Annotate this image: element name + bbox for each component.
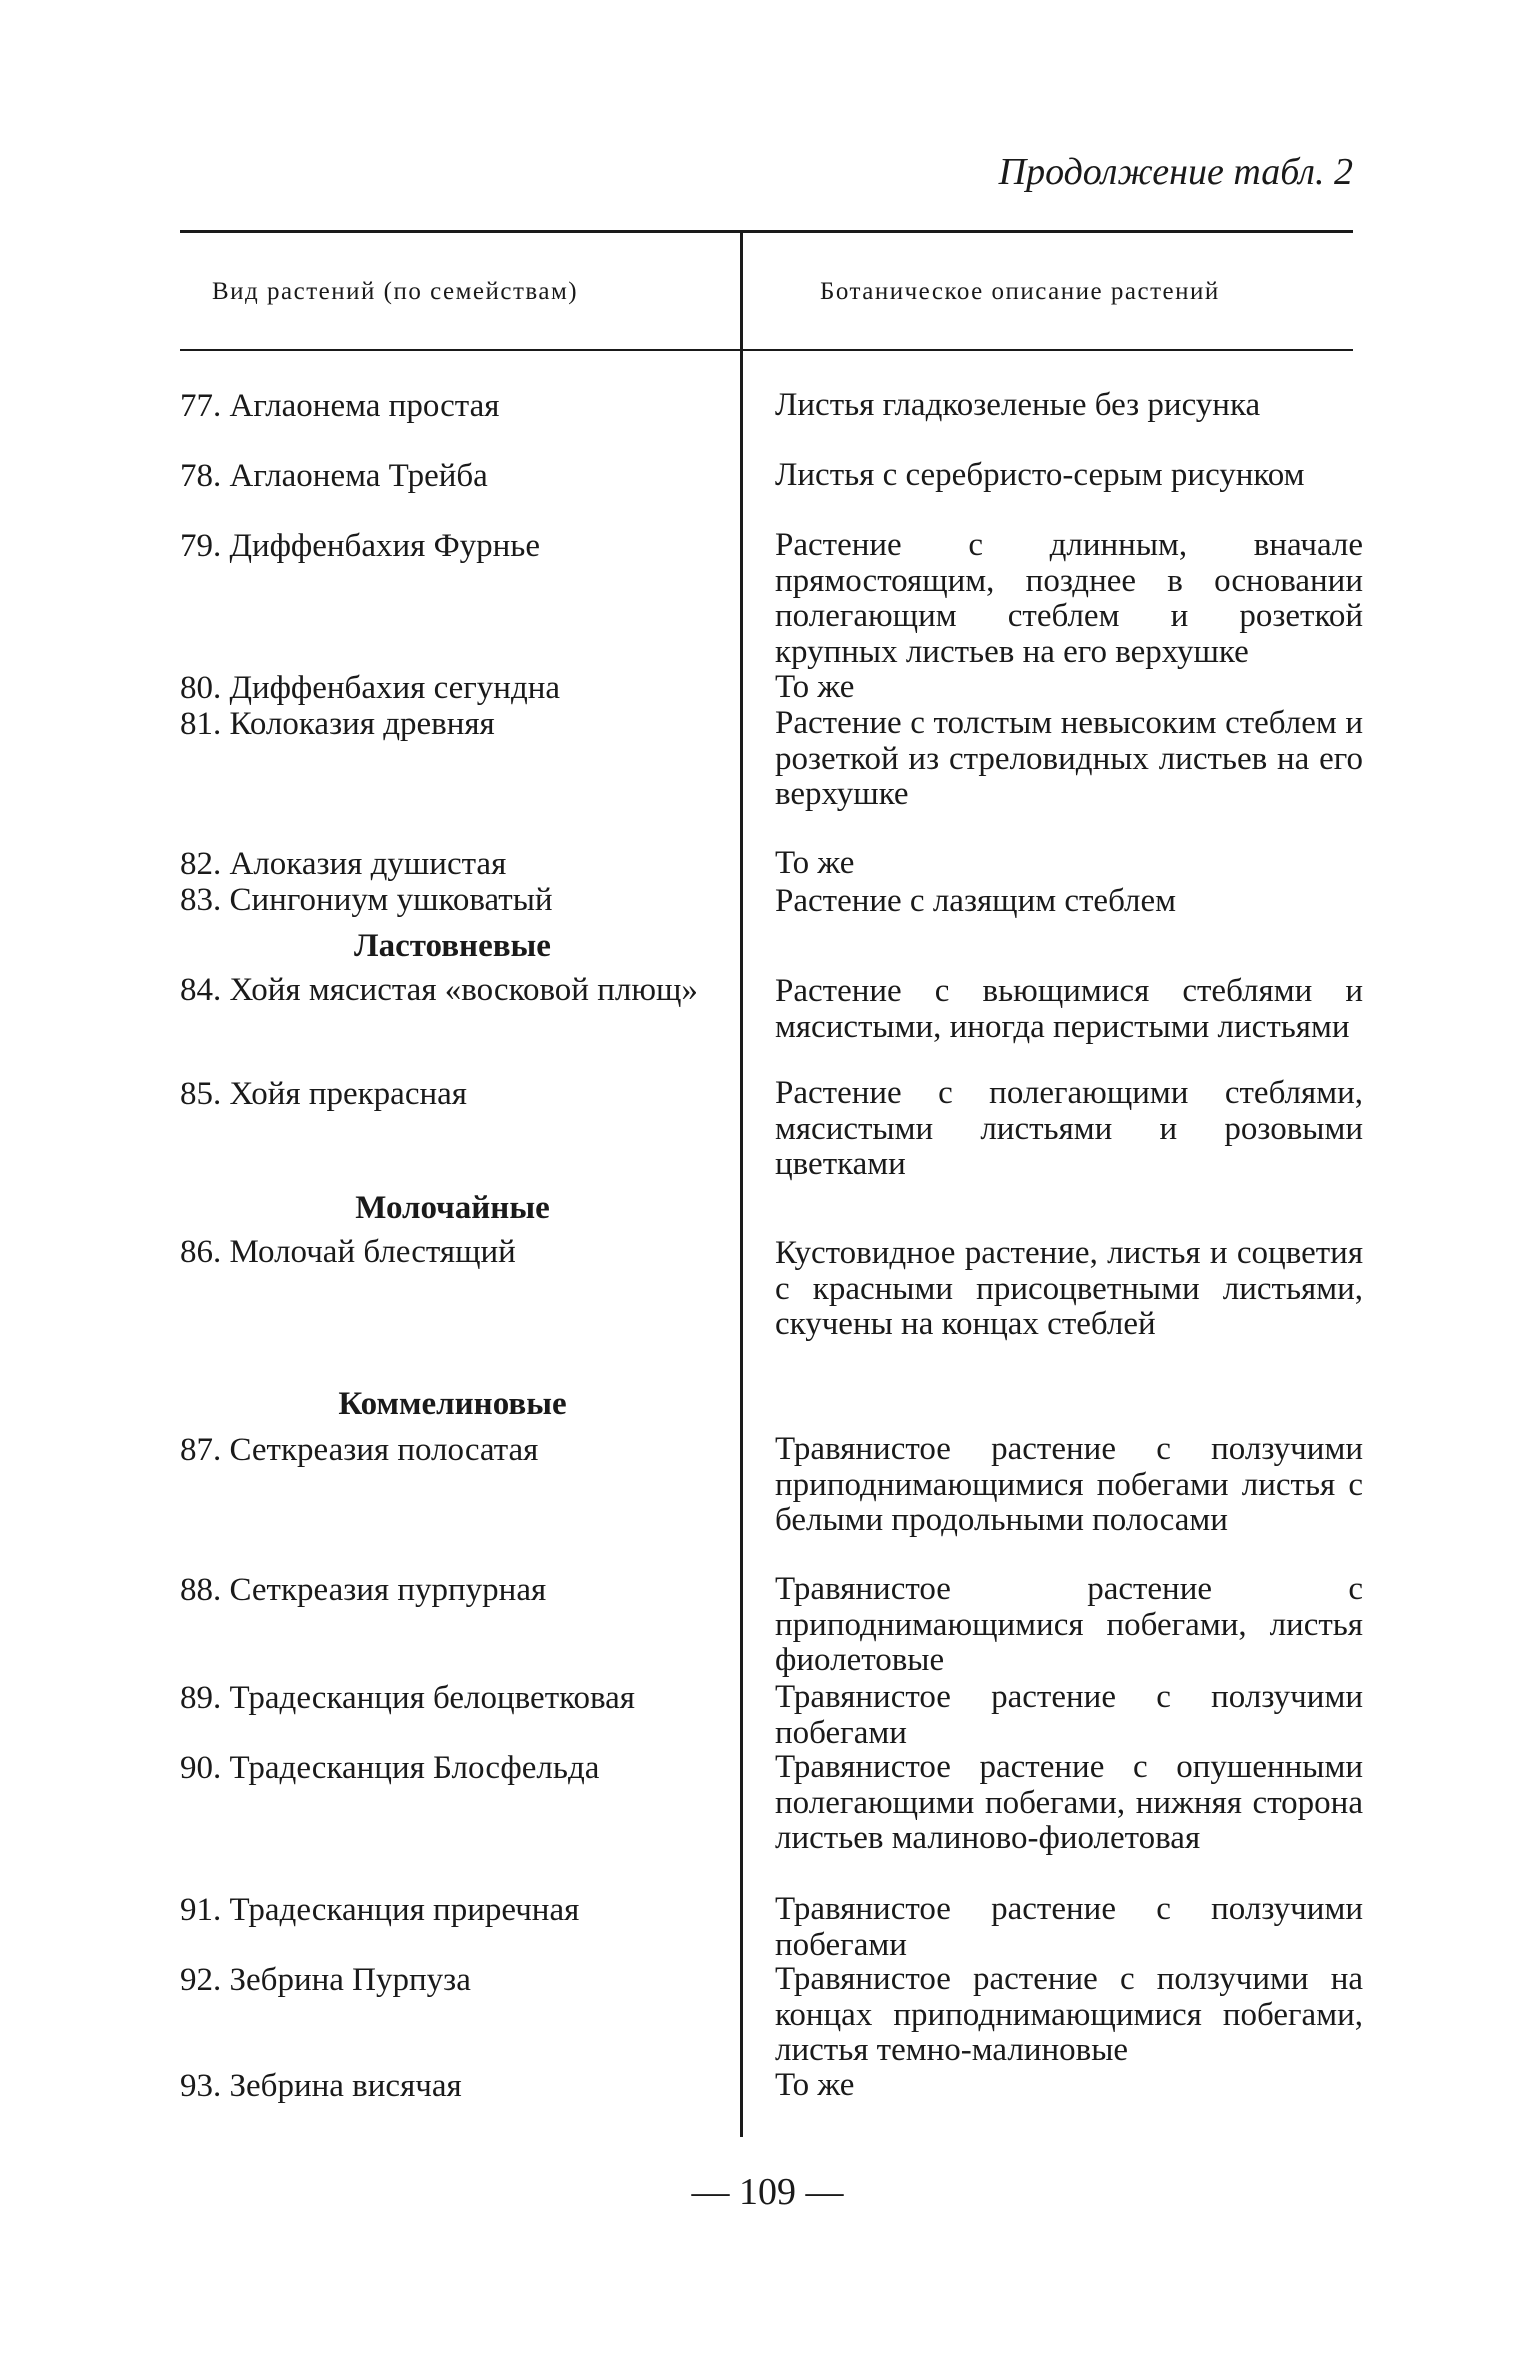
species-description: Травянистое растение с ползучими побегами [775, 1679, 1363, 1751]
column-header-species: Вид растений (по семействам) [212, 278, 579, 305]
species-name: 92. Зебрина Пурпуза [180, 1962, 471, 1998]
species-description: То же [775, 669, 855, 705]
species-description: Кустовидное растение, листья и соцветия с красными присоцветными листьями, скучены на концах стеблей [775, 1235, 1363, 1342]
species-description: Растение с длинным, вначале прямостоящим, позднее в основании полегающим стеблем и розеткой крупных листьев на его верхушке [775, 527, 1363, 670]
species-description: Травянистое растение с ползучими на концах приподнимающимися побегами, листья темно-малиновые [775, 1961, 1363, 2068]
species-name: 85. Хойя прекрасная [180, 1076, 467, 1112]
species-description: Растение с вьющимися стеблями и мясистыми, иногда перистыми листьями [775, 973, 1363, 1045]
species-name: 89. Традесканция белоцветковая [180, 1680, 635, 1716]
family-heading: Молочайные [355, 1190, 550, 1226]
species-name: 86. Молочай блестящий [180, 1234, 516, 1270]
species-name: 83. Сингониум ушковатый [180, 882, 553, 918]
species-name: 84. Хойя мясистая «восковой плющ» [180, 972, 698, 1008]
family-heading: Коммелиновые [338, 1386, 567, 1422]
species-description: Травянистое растение с ползучими побегами [775, 1891, 1363, 1963]
species-name: 90. Традесканция Блосфельда [180, 1750, 600, 1786]
species-name: 93. Зебрина висячая [180, 2068, 462, 2104]
species-description: Листья гладкозеленые без рисунка [775, 387, 1261, 423]
table-top-rule [180, 230, 1353, 233]
species-name: 77. Аглаонема простая [180, 388, 500, 424]
family-heading: Ластовневые [354, 928, 551, 964]
page-number: — 109 — [691, 2171, 844, 2213]
species-description: Растение с толстым невысоким стеблем и розеткой из стреловидных листьев на его верхушке [775, 705, 1363, 812]
species-description: То же [775, 2067, 855, 2103]
species-description: Листья с серебристо-серым рисунком [775, 457, 1305, 493]
species-description: Растение с полегающими стеблями, мясистыми листьями и розовыми цветками [775, 1075, 1363, 1182]
species-name: 80. Диффенбахия сегундна [180, 670, 561, 706]
species-description: Растение с лазящим стеблем [775, 883, 1177, 919]
table-header-rule [180, 349, 1353, 351]
species-name: 81. Колоказия древняя [180, 706, 495, 742]
table-caption: Продолжение табл. 2 [998, 151, 1353, 193]
species-name: 91. Традесканция приречная [180, 1892, 580, 1928]
species-name: 87. Сеткреазия полосатая [180, 1432, 539, 1468]
species-name: 78. Аглаонема Трейба [180, 458, 488, 494]
species-name: 88. Сеткреазия пурпурная [180, 1572, 547, 1608]
species-description: Травянистое растение с приподнимающимися побегами, листья фиолетовые [775, 1571, 1363, 1678]
species-description: Травянистое растение с опушенными полегающими побегами, нижняя сторона листьев малиново-фиолетовая [775, 1749, 1363, 1856]
species-name: 79. Диффенбахия Фурнье [180, 528, 541, 564]
species-name: 82. Алоказия душистая [180, 846, 507, 882]
column-divider [740, 232, 743, 2137]
column-header-description: Ботаническое описание растений [820, 278, 1220, 305]
species-description: То же [775, 845, 855, 881]
species-description: Травянистое растение с ползучими приподнимающимися побегами листья с белыми продольными полосами [775, 1431, 1363, 1538]
